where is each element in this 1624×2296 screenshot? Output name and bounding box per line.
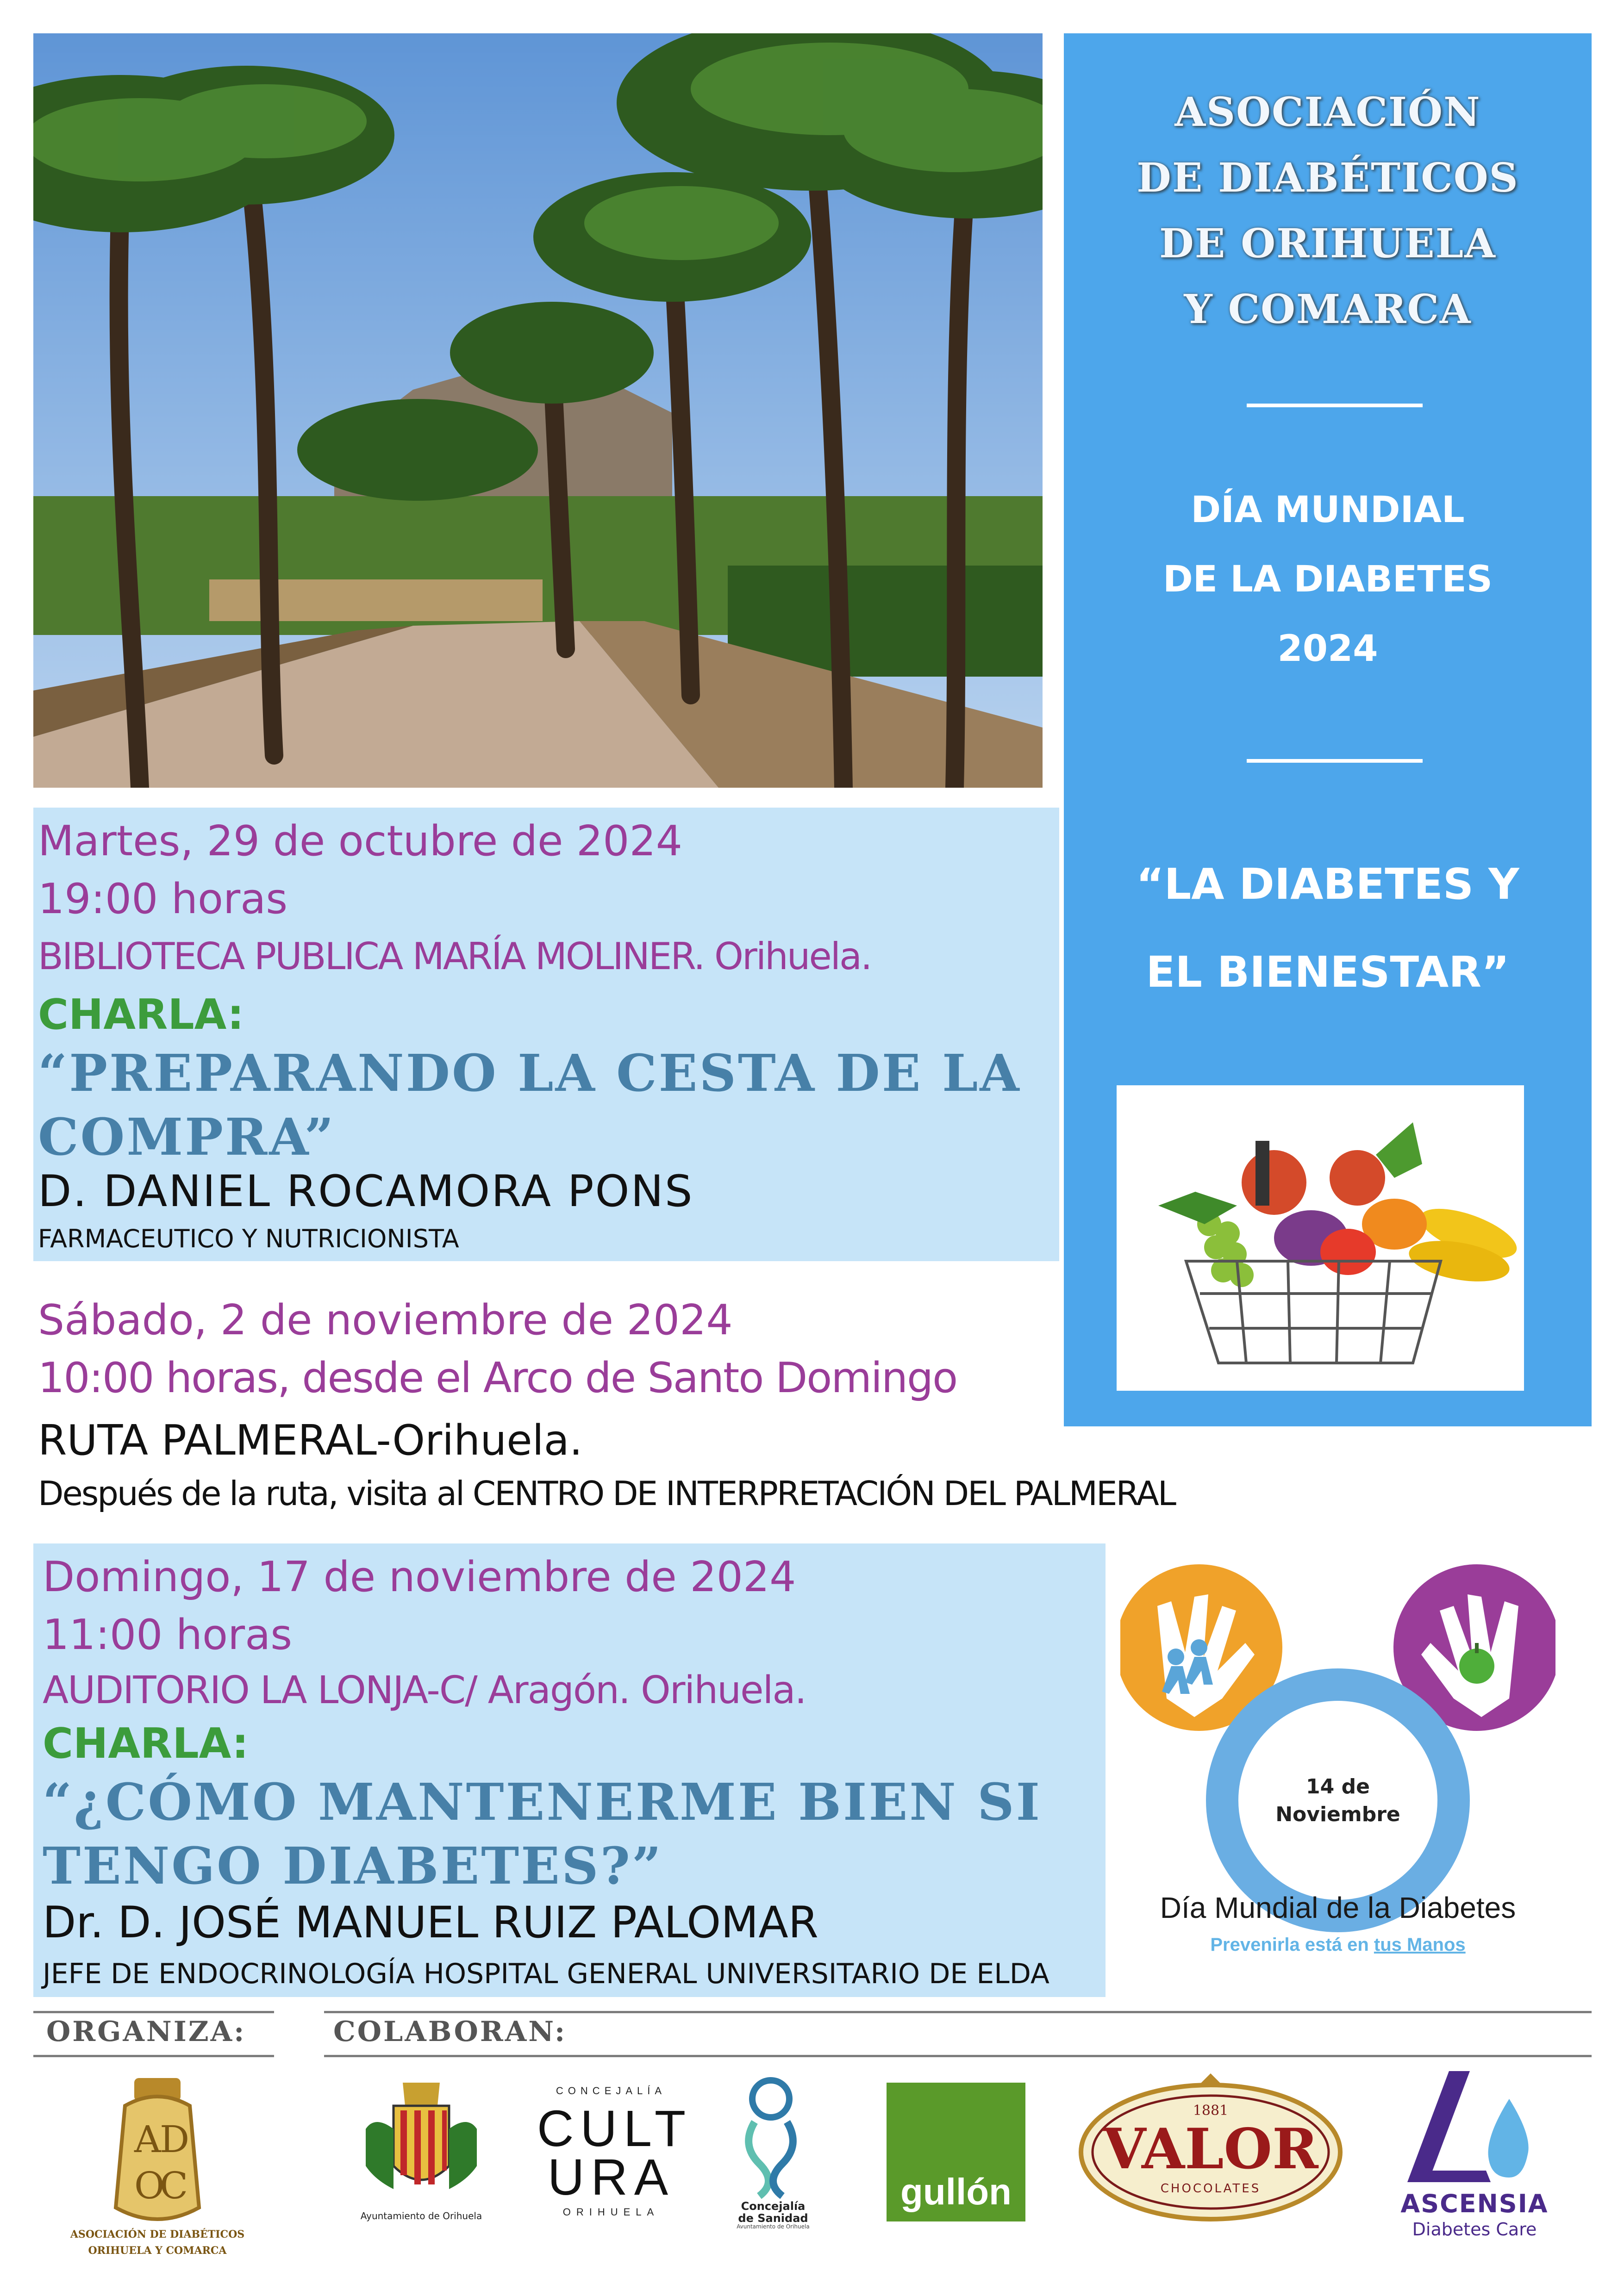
event-3-speaker: Dr. D. JOSÉ MANUEL RUIZ PALOMAR bbox=[43, 1898, 818, 1948]
divider bbox=[1247, 759, 1423, 763]
slogan-link-text: tus Manos bbox=[1374, 1935, 1466, 1955]
world-diabetes-day-slogan bbox=[1097, 1935, 1579, 1955]
event-1-speaker-role: FARMACEUTICO Y NUTRICIONISTA bbox=[38, 1224, 459, 1253]
sanidad-text: Concejalía bbox=[741, 2200, 806, 2213]
association-name-line: Y COMARCA bbox=[1184, 286, 1472, 333]
palm-park-photo bbox=[33, 33, 1043, 788]
footer-rule bbox=[324, 2011, 1592, 2013]
ascensia-logo bbox=[1393, 2066, 1560, 2242]
association-name-line: ASOCIACIÓN bbox=[1174, 89, 1481, 136]
event-3-talk-title: “¿CÓMO MANTENERME BIEN SI TENGO DIABETES?” bbox=[43, 1772, 1042, 1896]
svg-text:D: D bbox=[160, 2118, 190, 2161]
footer-rule bbox=[33, 2011, 274, 2013]
cultura-line: CULT bbox=[537, 2100, 693, 2157]
cultura-line: URA bbox=[547, 2149, 675, 2206]
association-logo-text: ORIHUELA Y COMARCA bbox=[88, 2245, 227, 2257]
association-logo-text: ASOCIACIÓN DE DIABÉTICOS bbox=[70, 2228, 245, 2240]
organiza-label: ORGANIZA: bbox=[46, 2016, 246, 2048]
event-1-speaker: D. DANIEL ROCAMORA PONS bbox=[38, 1166, 694, 1217]
logo-date-line: Noviembre bbox=[1275, 1803, 1400, 1826]
colaboran-label: COLABORAN: bbox=[333, 2016, 567, 2048]
event-3-type: CHARLA: bbox=[43, 1719, 249, 1768]
sanidad-subtext: Ayuntamiento de Orihuela bbox=[737, 2223, 810, 2228]
event-2-time: 10:00 horas, desde el Arco de Santo Domingo bbox=[38, 1354, 957, 1402]
event-1-talk-title: “PREPARANDO LA CESTA DE LA COMPRA” bbox=[38, 1043, 1021, 1167]
event-3-place: AUDITORIO LA LONJA-C/ Aragón. Orihuela. bbox=[43, 1668, 806, 1712]
svg-text:A: A bbox=[134, 2118, 161, 2161]
valor-subtext: CHOCOLATES bbox=[1160, 2182, 1261, 2196]
theme-title: EL BIENESTAR” bbox=[1146, 947, 1510, 997]
event-1-time: 19:00 horas bbox=[38, 875, 288, 923]
cultura-bottom-text: ORIHUELA bbox=[562, 2206, 660, 2218]
event-1-type: CHARLA: bbox=[38, 990, 244, 1039]
valor-logo bbox=[1074, 2071, 1347, 2228]
svg-text:C: C bbox=[160, 2164, 188, 2207]
gullon-text: gullón bbox=[900, 2171, 1012, 2212]
theme-title: “LA DIABETES Y bbox=[1136, 859, 1519, 909]
event-2-note: Después de la ruta, visita al CENTRO DE INTERPRETACIÓN DEL PALMERAL bbox=[38, 1474, 1175, 1513]
ayuntamiento-logo bbox=[356, 2073, 486, 2231]
logo-date-line: 14 de bbox=[1306, 1775, 1370, 1798]
event-2-route: RUTA PALMERAL-Orihuela. bbox=[38, 1416, 583, 1465]
event-1-place: BIBLIOTECA PUBLICA MARÍA MOLINER. Orihuela. bbox=[38, 935, 871, 978]
divider bbox=[1247, 404, 1423, 407]
footer-rule bbox=[324, 2055, 1592, 2057]
world-day-title: DE LA DIABETES bbox=[1163, 559, 1493, 600]
ascensia-subtext: Diabetes Care bbox=[1412, 2219, 1537, 2240]
gullon-logo bbox=[887, 2083, 1025, 2221]
ascensia-text: ASCENSIA bbox=[1400, 2189, 1549, 2218]
event-3-time: 11:00 horas bbox=[43, 1611, 293, 1659]
svg-text:O: O bbox=[134, 2164, 165, 2207]
valor-text: VALOR bbox=[1103, 2116, 1318, 2182]
association-name-line: DE ORIHUELA bbox=[1159, 220, 1496, 267]
footer-rule bbox=[33, 2055, 274, 2057]
sanidad-text: de Sanidad bbox=[738, 2212, 808, 2225]
valor-year: 1881 bbox=[1193, 2103, 1229, 2119]
event-3-date: Domingo, 17 de noviembre de 2024 bbox=[43, 1553, 796, 1601]
vegetable-basket-image bbox=[1117, 1085, 1524, 1391]
world-day-year: 2024 bbox=[1277, 628, 1378, 670]
concejalia-sanidad-logo bbox=[722, 2071, 824, 2228]
event-1-date: Martes, 29 de octubre de 2024 bbox=[38, 817, 682, 865]
association-logo bbox=[69, 2060, 245, 2272]
world-day-title: DÍA MUNDIAL bbox=[1191, 489, 1465, 531]
cultura-top-text: CONCEJALÍA bbox=[556, 2085, 667, 2097]
ayuntamiento-text: Ayuntamiento de Orihuela bbox=[360, 2210, 482, 2221]
association-name-line: DE DIABÉTICOS bbox=[1137, 155, 1519, 201]
slogan-text: Prevenirla está en bbox=[1210, 1935, 1374, 1955]
event-3-speaker-role: JEFE DE ENDOCRINOLOGÍA HOSPITAL GENERAL UNIVERSITARIO DE ELDA bbox=[43, 1958, 1049, 1990]
event-2-date: Sábado, 2 de noviembre de 2024 bbox=[38, 1296, 733, 1344]
world-diabetes-day-caption: Día Mundial de la Diabetes bbox=[1160, 1891, 1516, 1924]
concejalia-cultura-logo bbox=[537, 2085, 693, 2219]
